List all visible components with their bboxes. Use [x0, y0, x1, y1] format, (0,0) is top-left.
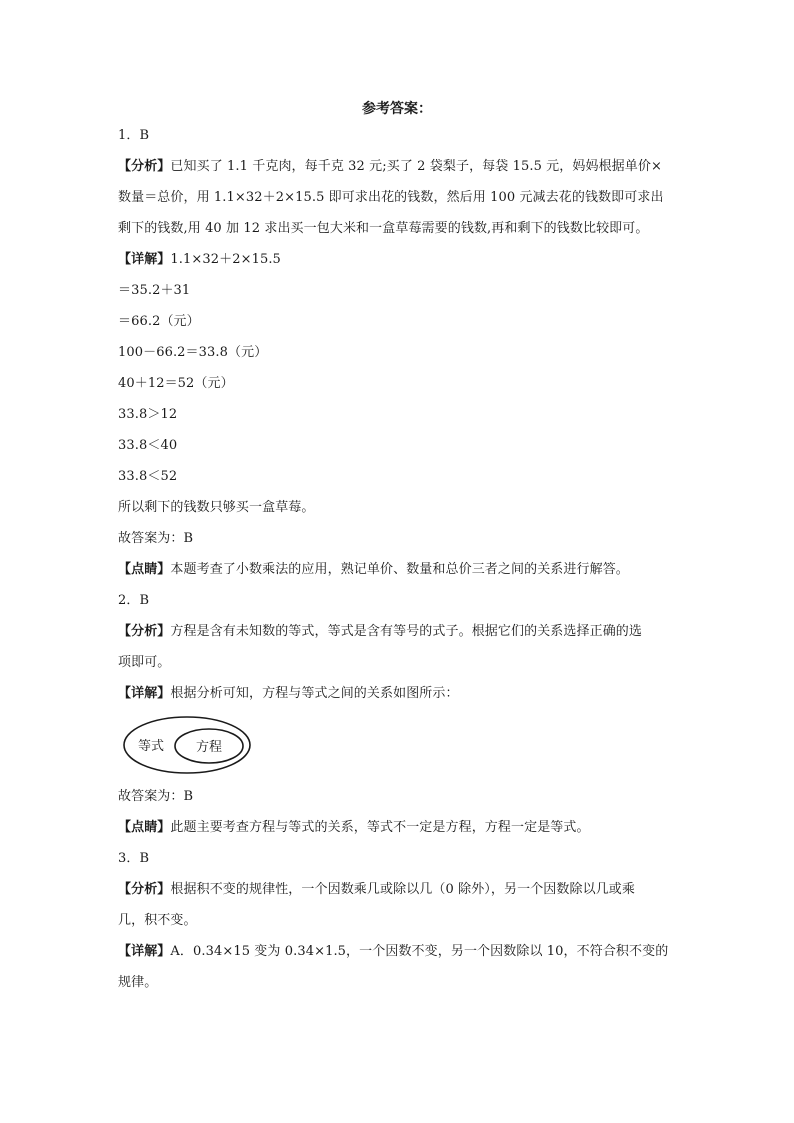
q3-detail-text: A．0.34×15 变为 0.34×1.5，一个因数不变，另一个因数除以 10，不符合积不变的 — [170, 944, 669, 959]
detail-tag: 【详解】 — [118, 686, 171, 701]
q2-comment-line — [118, 812, 678, 843]
comment-tag: 【点睛】 — [118, 820, 171, 835]
page-title: 参考答案： — [362, 101, 432, 117]
q1-detail-line: ＝66.2（元） — [118, 314, 200, 329]
inner-label: 方程 — [195, 740, 223, 755]
q1-answer: 故答案为：B — [118, 531, 194, 546]
q3-analysis-line: 几，积不变。 — [118, 913, 197, 928]
q2-analysis-text: 方程是含有未知数的等式，等式是含有等号的式子。根据它们的关系选择正确的选 — [170, 624, 643, 639]
analysis-tag: 【分析】 — [118, 159, 171, 174]
q1-analysis-line — [118, 151, 678, 182]
detail-tag: 【详解】 — [118, 252, 171, 267]
q1-analysis-text: 已知买了 1.1 千克肉，每千克 32 元;买了 2 袋梨子，每袋 15.5 元，妈妈根据单价× — [170, 159, 662, 174]
q2-answer: 故答案为：B — [118, 789, 194, 804]
q2-detail-line — [118, 678, 678, 709]
q3-analysis-text: 根据积不变的规律性，一个因数乘几或除以几（0 除外），另一个因数除以几或乘 — [170, 882, 636, 897]
q2-number: 2．B — [118, 593, 150, 608]
q1-detail-line: 33.8＜52 — [118, 469, 178, 484]
q1-analysis-line: 数量＝总价，用 1.1×32＋2×15.5 即可求出花的钱数，然后用 100 元减去花的钱数即可求出 — [118, 190, 664, 205]
q2-comment-text: 此题主要考查方程与等式的关系，等式不一定是方程，方程一定是等式。 — [170, 820, 590, 835]
q3-detail-line: 规律。 — [118, 975, 158, 990]
q1-detail-line: 33.8＞12 — [118, 407, 178, 422]
set-relation-diagram — [118, 709, 678, 781]
q1-detail-line: 33.8＜40 — [118, 438, 178, 453]
answer-content — [118, 120, 678, 998]
q1-detail-first: 1.1×32＋2×15.5 — [170, 252, 281, 267]
q2-detail-text: 根据分析可知，方程与等式之间的关系如图所示： — [170, 686, 459, 701]
q3-analysis-line — [118, 874, 678, 905]
q1-comment-text: 本题考查了小数乘法的应用，熟记单价、数量和总价三者之间的关系进行解答。 — [170, 562, 629, 577]
q1-number: 1．B — [118, 128, 150, 143]
analysis-tag: 【分析】 — [118, 624, 171, 639]
venn-diagram — [122, 715, 254, 775]
comment-tag: 【点睛】 — [118, 562, 171, 577]
detail-tag: 【详解】 — [118, 944, 171, 959]
q1-comment-line — [118, 554, 678, 585]
q1-detail-line: ＝35.2＋31 — [118, 283, 191, 298]
q1-detail-line: 40＋12＝52（元） — [118, 376, 234, 391]
q2-analysis-line — [118, 616, 678, 647]
analysis-tag: 【分析】 — [118, 882, 171, 897]
q1-detail-line: 100－66.2＝33.8（元） — [118, 345, 268, 360]
q1-detail-line — [118, 244, 678, 275]
q1-analysis-line: 剩下的钱数,用 40 加 12 求出买一包大米和一盒草莓需要的钱数,再和剩下的钱数比较即可。 — [118, 221, 649, 236]
outer-label: 等式 — [137, 739, 165, 754]
q3-number: 3．B — [118, 851, 150, 866]
q2-analysis-line: 项即可。 — [118, 655, 171, 670]
q1-conclusion: 所以剩下的钱数只够买一盒草莓。 — [118, 500, 315, 515]
q3-detail-line — [118, 936, 678, 967]
